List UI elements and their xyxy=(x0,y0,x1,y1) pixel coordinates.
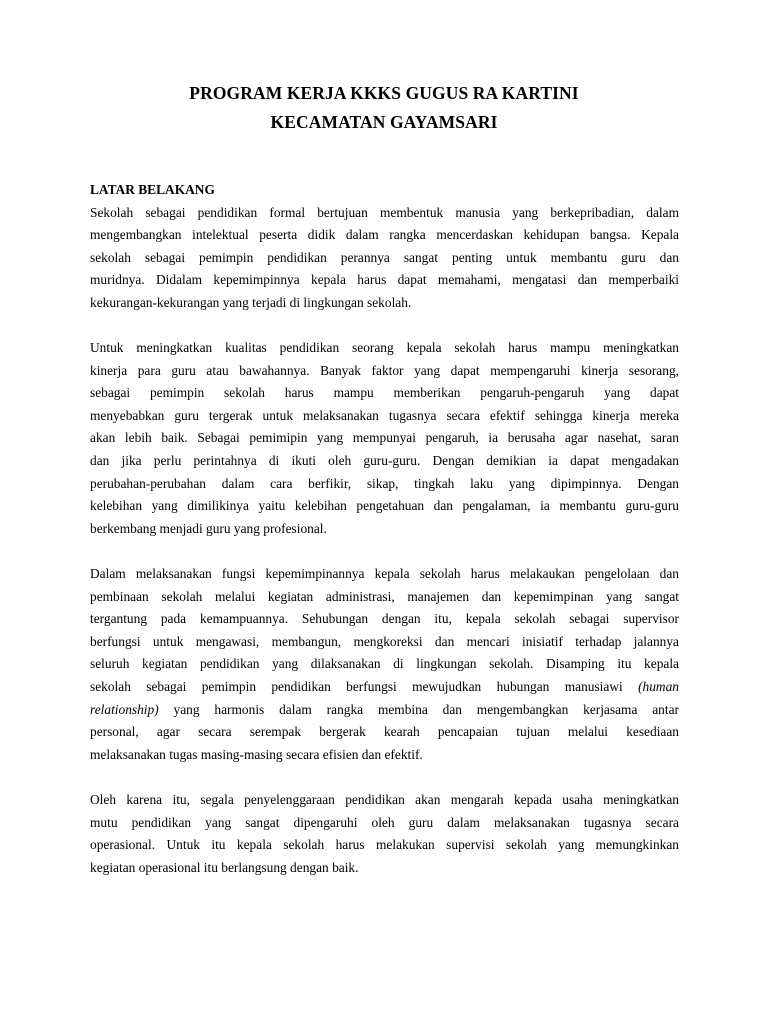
paragraph-line: seluruh kegiatan pendidikan yang dilaksanakan di lingkungan sekolah. Disamping itu kepala xyxy=(90,656,679,672)
paragraph-line: kekurangan-kekurangan yang terjadi di lingkungan sekolah. xyxy=(90,294,412,310)
italic-term: relationship) xyxy=(90,701,159,717)
paragraph-line: Untuk meningkatkan kualitas pendidikan seorang kepala sekolah harus mampu meningkatkan xyxy=(90,340,679,356)
italic-term: (human xyxy=(638,678,679,694)
paragraph-line: sebagai pemimpin sekolah harus mampu memberikan pengaruh-pengaruh yang dapat xyxy=(90,385,679,401)
paragraph-line: Sekolah sebagai pendidikan formal bertujuan membentuk manusia yang berkepribadian, dalam xyxy=(90,204,679,220)
paragraph-line-with-term xyxy=(90,699,679,722)
paragraph-line-text: sekolah sebagai pemimpin pendidikan berfungsi mewujudkan hubungan manusiawi xyxy=(90,678,623,694)
paragraph-1 xyxy=(90,202,679,315)
document-title xyxy=(0,79,768,137)
paragraph-line: muridnya. Didalam kepemimpinnya kepala harus dapat memahami, mengatasi dan memperbaiki xyxy=(90,272,679,288)
paragraph-line: berkembang menjadi guru yang profesional. xyxy=(90,520,327,536)
paragraph-line: Dalam melaksanakan fungsi kepemimpinannya kepala sekolah harus melakaukan pengelolaan dan xyxy=(90,566,679,581)
paragraph-line: menyebabkan guru tergerak untuk melaksanakan tugasnya secara efektif sehingga kinerja mereka xyxy=(90,407,679,423)
paragraph-line: Oleh karena itu, segala penyelenggaraan pendidikan akan mengarah kepada usaha meningkatkan xyxy=(90,791,679,807)
title-line-1: PROGRAM KERJA KKKS GUGUS RA KARTINI xyxy=(189,83,579,103)
document-body xyxy=(90,179,679,902)
paragraph-line: mengembangkan intelektual peserta didik dalam rangka mencerdaskan kehidupan bangsa. Kepala xyxy=(90,227,679,243)
paragraph-line: tergantung pada kemampuannya. Sehubungan dengan itu, kepala sekolah sebagai supervisor xyxy=(90,611,679,627)
paragraph-line: kinerja para guru atau bawahannya. Banyak faktor yang dapat mempengaruhi kinerja sesorang, xyxy=(90,362,679,378)
paragraph-line: pembinaan sekolah melalui kegiatan administrasi, manajemen dan kepemimpinan yang sangat xyxy=(90,588,679,604)
paragraph-line-text: yang harmonis dalam rangka membina dan mengembangkan kerjasama antar xyxy=(173,701,680,717)
paragraph-line: akan lebih baik. Sebagai pemimipin yang mempunyai pengaruh, ia berusaha agar nasehat, saran xyxy=(90,430,679,446)
paragraph-line: mutu pendidikan yang sangat dipengaruhi oleh guru dalam melaksanakan tugasnya secara xyxy=(90,814,679,830)
paragraph-line: personal, agar secara serempak bergerak kearah pencapaian tujuan melalui kesediaan xyxy=(90,724,679,740)
paragraph-line: kegiatan operasional itu berlangsung dengan baik. xyxy=(90,859,359,875)
paragraph-3 xyxy=(90,563,679,766)
paragraph-line: melaksanakan tugas masing-masing secara efisien dan efektif. xyxy=(90,746,423,762)
paragraph-line: sekolah sebagai pemimpin pendidikan perannya sangat penting untuk membantu guru dan xyxy=(90,249,679,265)
paragraph-4 xyxy=(90,789,679,879)
paragraph-line: kelebihan yang dimilikinya yaitu kelebihan pengetahuan dan pengalaman, ia membantu guru-guru xyxy=(90,498,679,514)
paragraph-line: operasional. Untuk itu kepala sekolah harus melakukan supervisi sekolah yang memungkinkan xyxy=(90,837,679,853)
title-line-2: KECAMATAN GAYAMSARI xyxy=(270,112,498,132)
paragraph-2 xyxy=(90,337,679,540)
section-heading: LATAR BELAKANG xyxy=(90,182,215,197)
paragraph-line-with-term xyxy=(90,676,679,699)
paragraph-line: perubahan-perubahan dalam cara berfikir, sikap, tingkah laku yang dipimpinnya. Dengan xyxy=(90,475,679,491)
paragraph-line: berfungsi untuk mengawasi, membangun, mengkoreksi dan mencari inisiatif terhadap jalannya xyxy=(90,633,679,649)
paragraph-line: dan jika perlu perintahnya di ikuti oleh guru-guru. Dengan demikian ia dapat mengadakan xyxy=(90,453,679,469)
